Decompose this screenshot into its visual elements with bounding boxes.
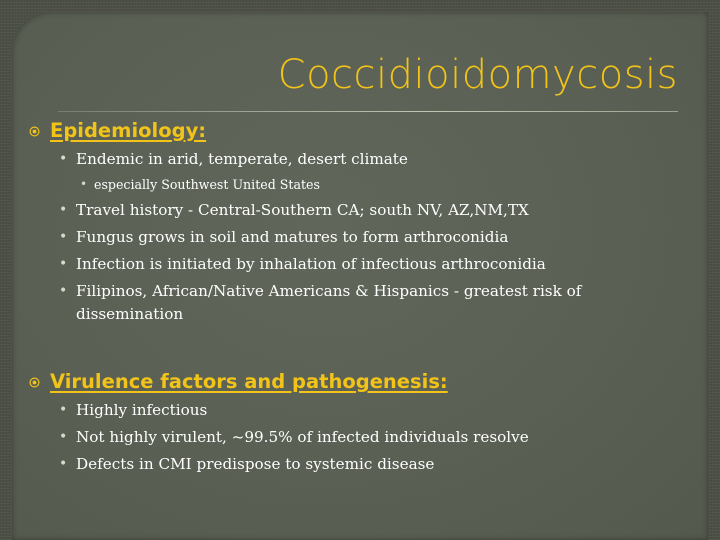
- bullet-dot-icon: •: [80, 177, 88, 191]
- list-subitem-text: especially Southwest United States: [94, 177, 320, 192]
- bullet-dot-icon: •: [59, 456, 68, 472]
- list-item: [28, 148, 688, 171]
- bullet-list: [28, 399, 688, 476]
- list-item-text: Infection is initiated by inhalation of infectious arthroconidia: [76, 255, 546, 273]
- list-item: [28, 199, 688, 222]
- section-heading-text: Virulence factors and pathogenesis:: [50, 370, 448, 393]
- list-item: [28, 280, 688, 326]
- list-item: [28, 253, 688, 276]
- bullet-dot-icon: •: [59, 202, 68, 218]
- list-item-text: Filipinos, African/Native Americans & Hispanics - greatest risk of dissemination: [76, 282, 582, 323]
- bullet-dot-icon: •: [59, 256, 68, 272]
- list-item-text: Defects in CMI predispose to systemic disease: [76, 455, 435, 473]
- circle-dot-icon: [29, 126, 40, 137]
- section-heading-text: Epidemiology:: [50, 119, 207, 142]
- list-subitem: [28, 174, 688, 195]
- list-item: [28, 426, 688, 449]
- list-item-text: Fungus grows in soil and matures to form arthroconidia: [76, 228, 509, 246]
- slide-title: Coccidioidomycosis: [277, 52, 678, 98]
- list-item: [28, 453, 688, 476]
- bullet-dot-icon: •: [59, 402, 68, 418]
- list-item-text: Not highly virulent, ~99.5% of infected individuals resolve: [76, 428, 529, 446]
- list-item-text: Endemic in arid, temperate, desert climate: [76, 150, 408, 168]
- list-item: [28, 399, 688, 422]
- list-item-text: Highly infectious: [76, 401, 208, 419]
- list-item-text: Travel history - Central-Southern CA; south NV, AZ,NM,TX: [76, 201, 529, 219]
- section-heading: [28, 118, 688, 144]
- bullet-list: [28, 148, 688, 326]
- section-heading: [28, 369, 688, 395]
- bullet-dot-icon: •: [59, 283, 68, 299]
- bullet-dot-icon: •: [59, 151, 68, 167]
- section-virulence: [28, 369, 688, 476]
- list-item: [28, 226, 688, 249]
- circle-dot-icon: [29, 377, 40, 388]
- bullet-dot-icon: •: [59, 229, 68, 245]
- section-epidemiology: [28, 118, 688, 326]
- bullet-dot-icon: •: [59, 429, 68, 445]
- title-divider: [58, 111, 678, 112]
